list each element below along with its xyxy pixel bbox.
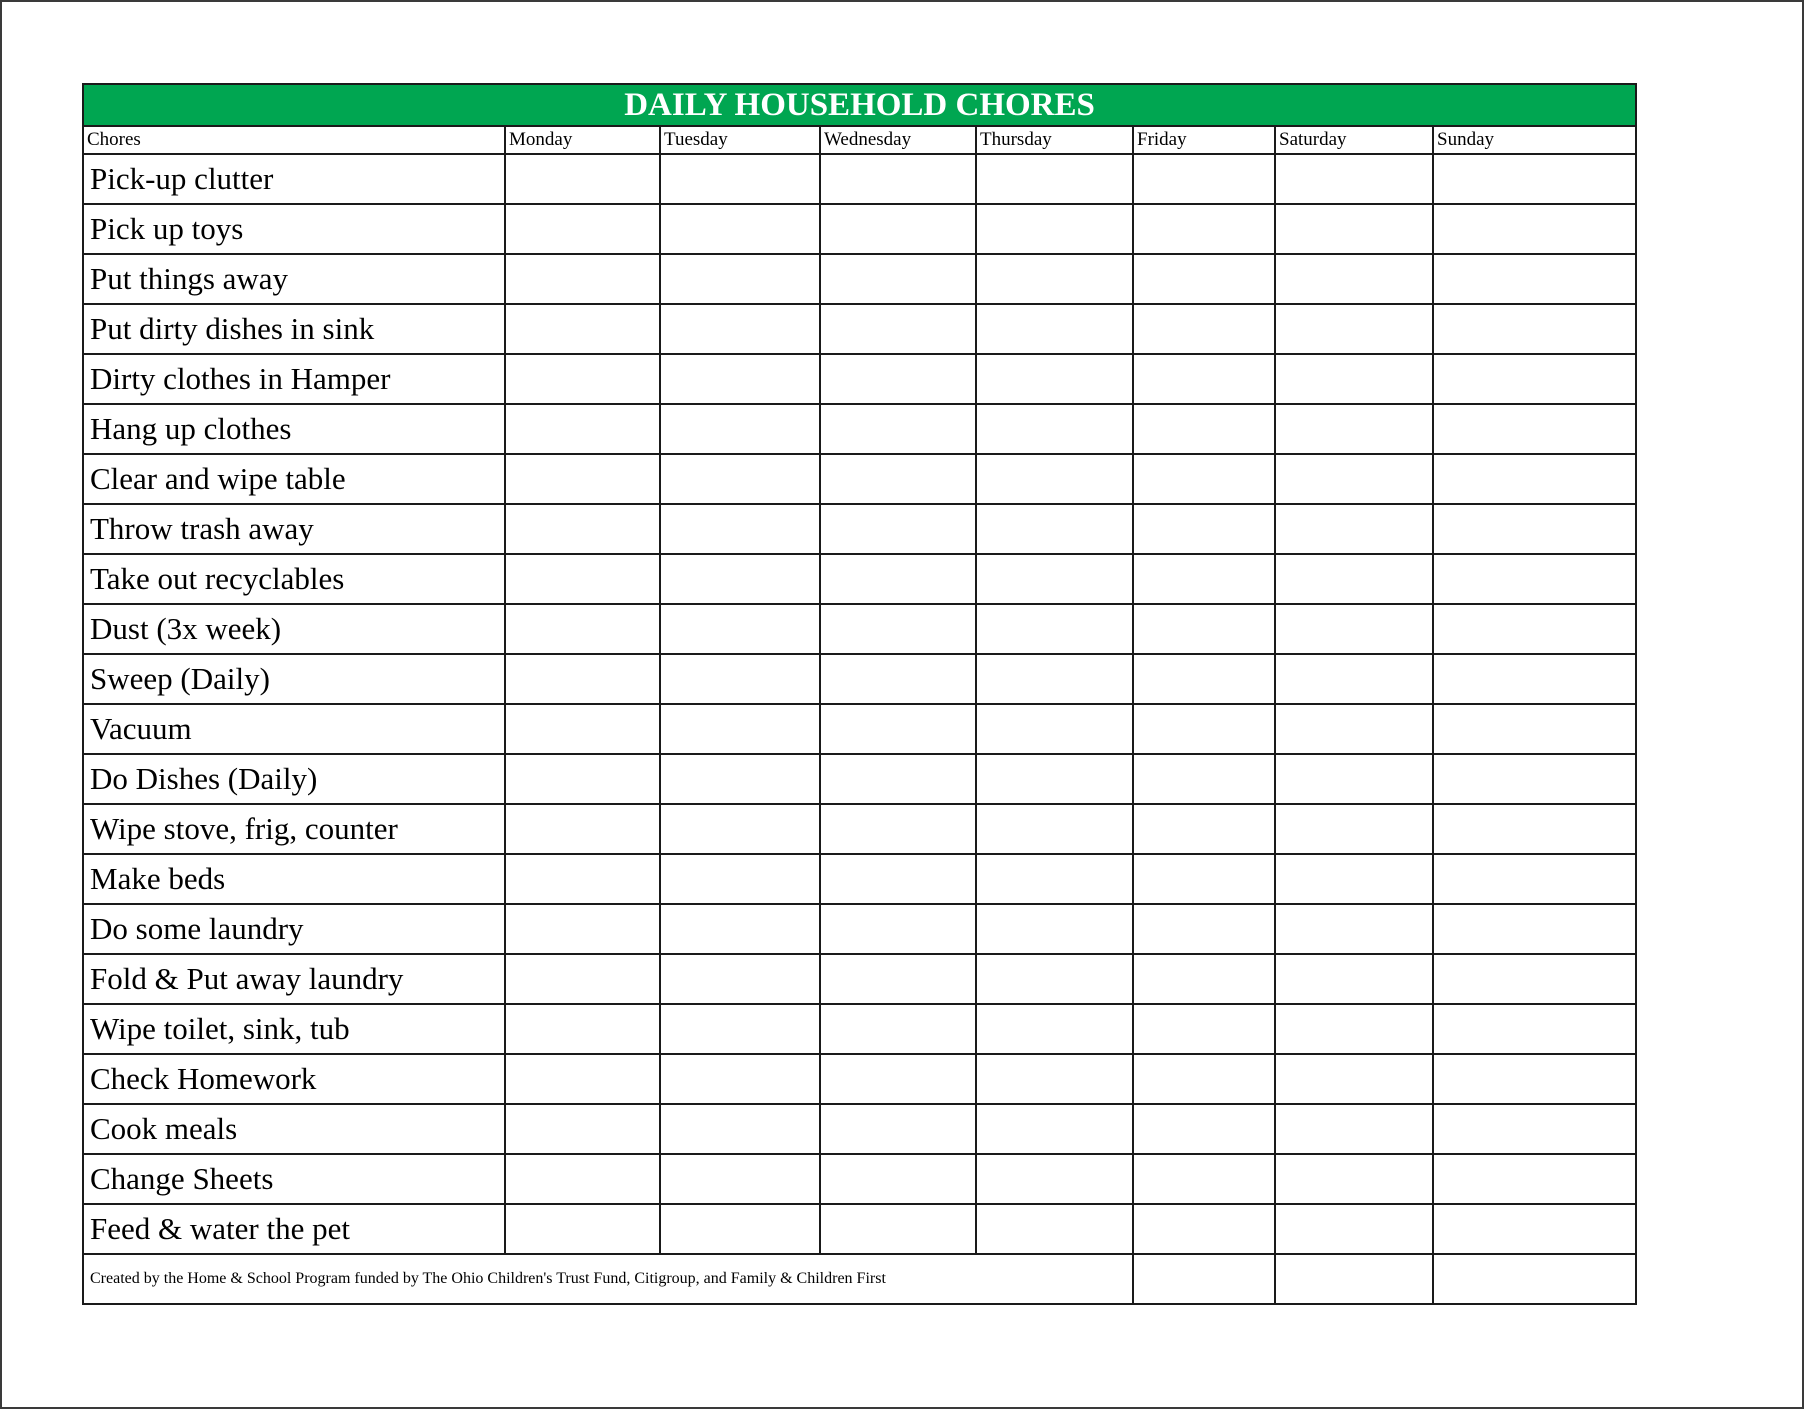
checkbox-cell-thursday[interactable] — [976, 704, 1133, 754]
chore-label: Take out recyclables — [83, 554, 505, 604]
checkbox-cell-wednesday[interactable] — [820, 554, 976, 604]
checkbox-cell-wednesday[interactable] — [820, 1054, 976, 1104]
chore-rows — [83, 154, 1636, 1254]
checkbox-cell-monday[interactable] — [505, 954, 660, 1004]
checkbox-cell-thursday[interactable] — [976, 1104, 1133, 1154]
checkbox-cell-tuesday[interactable] — [660, 1004, 820, 1054]
checkbox-cell-wednesday[interactable] — [820, 454, 976, 504]
checkbox-cell-monday[interactable] — [505, 1154, 660, 1204]
checkbox-cell-monday[interactable] — [505, 554, 660, 604]
checkbox-cell-sunday[interactable] — [1433, 404, 1636, 454]
checkbox-cell-thursday[interactable] — [976, 1054, 1133, 1104]
checkbox-cell-monday[interactable] — [505, 254, 660, 304]
checkbox-cell-friday[interactable] — [1133, 454, 1275, 504]
checkbox-cell-monday[interactable] — [505, 1054, 660, 1104]
checkbox-cell-monday[interactable] — [505, 604, 660, 654]
table-row — [83, 454, 1636, 504]
checkbox-cell-tuesday[interactable] — [660, 754, 820, 804]
column-header-friday: Friday — [1133, 126, 1275, 154]
checkbox-cell-sunday[interactable] — [1433, 754, 1636, 804]
checkbox-cell-wednesday[interactable] — [820, 504, 976, 554]
chore-label: Cook meals — [83, 1104, 505, 1154]
column-header-wednesday: Wednesday — [820, 126, 976, 154]
checkbox-cell-thursday[interactable] — [976, 754, 1133, 804]
chore-label: Feed & water the pet — [83, 1204, 505, 1254]
checkbox-cell-tuesday[interactable] — [660, 554, 820, 604]
checkbox-cell-sunday[interactable] — [1433, 954, 1636, 1004]
checkbox-cell-friday[interactable] — [1133, 804, 1275, 854]
table-row — [83, 904, 1636, 954]
checkbox-cell-saturday[interactable] — [1275, 254, 1433, 304]
checkbox-cell-tuesday[interactable] — [660, 954, 820, 1004]
table-row — [83, 1004, 1636, 1054]
checkbox-cell-tuesday[interactable] — [660, 354, 820, 404]
checkbox-cell-thursday[interactable] — [976, 504, 1133, 554]
checkbox-cell-sunday[interactable] — [1433, 1154, 1636, 1204]
checkbox-cell-wednesday[interactable] — [820, 1154, 976, 1204]
checkbox-cell-friday[interactable] — [1133, 1204, 1275, 1254]
chore-label: Throw trash away — [83, 504, 505, 554]
checkbox-cell-monday[interactable] — [505, 154, 660, 204]
checkbox-cell-sunday[interactable] — [1433, 354, 1636, 404]
checkbox-cell-thursday[interactable] — [976, 804, 1133, 854]
checkbox-cell-saturday[interactable] — [1275, 404, 1433, 454]
chore-label: Put things away — [83, 254, 505, 304]
checkbox-cell-monday[interactable] — [505, 1004, 660, 1054]
checkbox-cell-tuesday[interactable] — [660, 504, 820, 554]
table-row — [83, 804, 1636, 854]
footer-cell-sunday[interactable] — [1433, 1254, 1636, 1304]
table-row — [83, 254, 1636, 304]
table-row — [83, 1054, 1636, 1104]
checkbox-cell-wednesday[interactable] — [820, 854, 976, 904]
checkbox-cell-friday[interactable] — [1133, 504, 1275, 554]
chore-label: Wipe stove, frig, counter — [83, 804, 505, 854]
checkbox-cell-wednesday[interactable] — [820, 404, 976, 454]
checkbox-cell-monday[interactable] — [505, 804, 660, 854]
chore-label: Vacuum — [83, 704, 505, 754]
table-row — [83, 554, 1636, 604]
checkbox-cell-friday[interactable] — [1133, 854, 1275, 904]
chore-label: Hang up clothes — [83, 404, 505, 454]
checkbox-cell-sunday[interactable] — [1433, 304, 1636, 354]
checkbox-cell-friday[interactable] — [1133, 204, 1275, 254]
checkbox-cell-thursday[interactable] — [976, 554, 1133, 604]
chore-chart — [82, 83, 1635, 1305]
column-header-tuesday: Tuesday — [660, 126, 820, 154]
footer-cell-saturday[interactable] — [1275, 1254, 1433, 1304]
checkbox-cell-saturday[interactable] — [1275, 1104, 1433, 1154]
checkbox-cell-sunday[interactable] — [1433, 704, 1636, 754]
chore-label: Fold & Put away laundry — [83, 954, 505, 1004]
chore-label: Do some laundry — [83, 904, 505, 954]
column-header-monday: Monday — [505, 126, 660, 154]
checkbox-cell-wednesday[interactable] — [820, 354, 976, 404]
checkbox-cell-monday[interactable] — [505, 1104, 660, 1154]
checkbox-cell-friday[interactable] — [1133, 1054, 1275, 1104]
table-row — [83, 954, 1636, 1004]
checkbox-cell-tuesday[interactable] — [660, 604, 820, 654]
checkbox-cell-thursday[interactable] — [976, 954, 1133, 1004]
checkbox-cell-thursday[interactable] — [976, 254, 1133, 304]
checkbox-cell-tuesday[interactable] — [660, 1104, 820, 1154]
checkbox-cell-saturday[interactable] — [1275, 1004, 1433, 1054]
checkbox-cell-thursday[interactable] — [976, 404, 1133, 454]
chore-table — [82, 83, 1637, 1305]
checkbox-cell-monday[interactable] — [505, 204, 660, 254]
table-row — [83, 1204, 1636, 1254]
checkbox-cell-sunday[interactable] — [1433, 1104, 1636, 1154]
checkbox-cell-wednesday[interactable] — [820, 1004, 976, 1054]
column-header-sunday: Sunday — [1433, 126, 1636, 154]
checkbox-cell-friday[interactable] — [1133, 1154, 1275, 1204]
checkbox-cell-tuesday[interactable] — [660, 904, 820, 954]
checkbox-cell-sunday[interactable] — [1433, 454, 1636, 504]
checkbox-cell-thursday[interactable] — [976, 904, 1133, 954]
checkbox-cell-friday[interactable] — [1133, 904, 1275, 954]
checkbox-cell-saturday[interactable] — [1275, 204, 1433, 254]
title-row — [83, 84, 1636, 126]
header-row — [83, 126, 1636, 154]
checkbox-cell-thursday[interactable] — [976, 1004, 1133, 1054]
checkbox-cell-saturday[interactable] — [1275, 604, 1433, 654]
checkbox-cell-thursday[interactable] — [976, 454, 1133, 504]
checkbox-cell-monday[interactable] — [505, 704, 660, 754]
checkbox-cell-thursday[interactable] — [976, 1154, 1133, 1204]
checkbox-cell-tuesday[interactable] — [660, 854, 820, 904]
checkbox-cell-monday[interactable] — [505, 454, 660, 504]
chore-label: Pick-up clutter — [83, 154, 505, 204]
checkbox-cell-friday[interactable] — [1133, 1104, 1275, 1154]
checkbox-cell-friday[interactable] — [1133, 354, 1275, 404]
checkbox-cell-thursday[interactable] — [976, 654, 1133, 704]
checkbox-cell-monday[interactable] — [505, 504, 660, 554]
checkbox-cell-tuesday[interactable] — [660, 1054, 820, 1104]
checkbox-cell-tuesday[interactable] — [660, 204, 820, 254]
checkbox-cell-tuesday[interactable] — [660, 654, 820, 704]
checkbox-cell-sunday[interactable] — [1433, 154, 1636, 204]
checkbox-cell-saturday[interactable] — [1275, 954, 1433, 1004]
checkbox-cell-friday[interactable] — [1133, 1004, 1275, 1054]
table-row — [83, 504, 1636, 554]
checkbox-cell-saturday[interactable] — [1275, 1054, 1433, 1104]
checkbox-cell-saturday[interactable] — [1275, 904, 1433, 954]
table-row — [83, 654, 1636, 704]
checkbox-cell-wednesday[interactable] — [820, 1204, 976, 1254]
checkbox-cell-wednesday[interactable] — [820, 754, 976, 804]
checkbox-cell-tuesday[interactable] — [660, 454, 820, 504]
checkbox-cell-saturday[interactable] — [1275, 754, 1433, 804]
checkbox-cell-tuesday[interactable] — [660, 1154, 820, 1204]
table-row — [83, 154, 1636, 204]
checkbox-cell-wednesday[interactable] — [820, 604, 976, 654]
chore-label: Sweep (Daily) — [83, 654, 505, 704]
checkbox-cell-thursday[interactable] — [976, 154, 1133, 204]
chore-label: Change Sheets — [83, 1154, 505, 1204]
checkbox-cell-wednesday[interactable] — [820, 954, 976, 1004]
checkbox-cell-wednesday[interactable] — [820, 204, 976, 254]
chore-label: Pick up toys — [83, 204, 505, 254]
checkbox-cell-sunday[interactable] — [1433, 804, 1636, 854]
checkbox-cell-wednesday[interactable] — [820, 654, 976, 704]
checkbox-cell-friday[interactable] — [1133, 304, 1275, 354]
chore-label: Make beds — [83, 854, 505, 904]
checkbox-cell-monday[interactable] — [505, 404, 660, 454]
table-row — [83, 754, 1636, 804]
checkbox-cell-wednesday[interactable] — [820, 304, 976, 354]
checkbox-cell-wednesday[interactable] — [820, 904, 976, 954]
checkbox-cell-tuesday[interactable] — [660, 304, 820, 354]
checkbox-cell-monday[interactable] — [505, 854, 660, 904]
checkbox-cell-wednesday[interactable] — [820, 154, 976, 204]
table-row — [83, 704, 1636, 754]
checkbox-cell-sunday[interactable] — [1433, 1054, 1636, 1104]
chore-label: Wipe toilet, sink, tub — [83, 1004, 505, 1054]
checkbox-cell-monday[interactable] — [505, 304, 660, 354]
checkbox-cell-saturday[interactable] — [1275, 1154, 1433, 1204]
checkbox-cell-friday[interactable] — [1133, 254, 1275, 304]
checkbox-cell-saturday[interactable] — [1275, 1204, 1433, 1254]
checkbox-cell-thursday[interactable] — [976, 854, 1133, 904]
checkbox-cell-saturday[interactable] — [1275, 854, 1433, 904]
checkbox-cell-sunday[interactable] — [1433, 554, 1636, 604]
checkbox-cell-monday[interactable] — [505, 754, 660, 804]
checkbox-cell-sunday[interactable] — [1433, 654, 1636, 704]
column-header-saturday: Saturday — [1275, 126, 1433, 154]
footer-cell-friday[interactable] — [1133, 1254, 1275, 1304]
checkbox-cell-thursday[interactable] — [976, 354, 1133, 404]
checkbox-cell-thursday[interactable] — [976, 604, 1133, 654]
checkbox-cell-saturday[interactable] — [1275, 704, 1433, 754]
checkbox-cell-sunday[interactable] — [1433, 604, 1636, 654]
checkbox-cell-monday[interactable] — [505, 654, 660, 704]
checkbox-cell-saturday[interactable] — [1275, 304, 1433, 354]
checkbox-cell-tuesday[interactable] — [660, 804, 820, 854]
table-row — [83, 304, 1636, 354]
checkbox-cell-thursday[interactable] — [976, 1204, 1133, 1254]
checkbox-cell-monday[interactable] — [505, 354, 660, 404]
checkbox-cell-wednesday[interactable] — [820, 804, 976, 854]
checkbox-cell-monday[interactable] — [505, 904, 660, 954]
checkbox-cell-saturday[interactable] — [1275, 804, 1433, 854]
checkbox-cell-friday[interactable] — [1133, 704, 1275, 754]
checkbox-cell-saturday[interactable] — [1275, 504, 1433, 554]
checkbox-cell-sunday[interactable] — [1433, 504, 1636, 554]
column-header-chores: Chores — [83, 126, 505, 154]
checkbox-cell-tuesday[interactable] — [660, 704, 820, 754]
checkbox-cell-friday[interactable] — [1133, 754, 1275, 804]
chore-label: Dust (3x week) — [83, 604, 505, 654]
chore-label: Dirty clothes in Hamper — [83, 354, 505, 404]
chart-title: DAILY HOUSEHOLD CHORES — [83, 84, 1636, 126]
checkbox-cell-thursday[interactable] — [976, 204, 1133, 254]
checkbox-cell-sunday[interactable] — [1433, 854, 1636, 904]
checkbox-cell-friday[interactable] — [1133, 404, 1275, 454]
chore-label: Check Homework — [83, 1054, 505, 1104]
checkbox-cell-sunday[interactable] — [1433, 1004, 1636, 1054]
table-row — [83, 1104, 1636, 1154]
checkbox-cell-tuesday[interactable] — [660, 154, 820, 204]
checkbox-cell-wednesday[interactable] — [820, 1104, 976, 1154]
chore-label: Clear and wipe table — [83, 454, 505, 504]
checkbox-cell-friday[interactable] — [1133, 154, 1275, 204]
table-row — [83, 354, 1636, 404]
checkbox-cell-sunday[interactable] — [1433, 254, 1636, 304]
checkbox-cell-tuesday[interactable] — [660, 404, 820, 454]
column-header-thursday: Thursday — [976, 126, 1133, 154]
chore-label: Do Dishes (Daily) — [83, 754, 505, 804]
credit-note: Created by the Home & School Program funded by The Ohio Children's Trust Fund, Citigroup, and Family & Children First — [83, 1254, 1133, 1304]
table-row — [83, 404, 1636, 454]
table-row — [83, 204, 1636, 254]
checkbox-cell-monday[interactable] — [505, 1204, 660, 1254]
checkbox-cell-sunday[interactable] — [1433, 1204, 1636, 1254]
checkbox-cell-sunday[interactable] — [1433, 904, 1636, 954]
checkbox-cell-friday[interactable] — [1133, 604, 1275, 654]
checkbox-cell-wednesday[interactable] — [820, 704, 976, 754]
table-row — [83, 1154, 1636, 1204]
checkbox-cell-saturday[interactable] — [1275, 154, 1433, 204]
checkbox-cell-saturday[interactable] — [1275, 354, 1433, 404]
checkbox-cell-sunday[interactable] — [1433, 204, 1636, 254]
checkbox-cell-wednesday[interactable] — [820, 254, 976, 304]
checkbox-cell-tuesday[interactable] — [660, 254, 820, 304]
checkbox-cell-friday[interactable] — [1133, 654, 1275, 704]
checkbox-cell-friday[interactable] — [1133, 954, 1275, 1004]
checkbox-cell-tuesday[interactable] — [660, 1204, 820, 1254]
table-row — [83, 854, 1636, 904]
table-row — [83, 604, 1636, 654]
checkbox-cell-saturday[interactable] — [1275, 554, 1433, 604]
footer-row — [83, 1254, 1636, 1304]
checkbox-cell-friday[interactable] — [1133, 554, 1275, 604]
checkbox-cell-thursday[interactable] — [976, 304, 1133, 354]
checkbox-cell-saturday[interactable] — [1275, 454, 1433, 504]
chore-label: Put dirty dishes in sink — [83, 304, 505, 354]
checkbox-cell-saturday[interactable] — [1275, 654, 1433, 704]
